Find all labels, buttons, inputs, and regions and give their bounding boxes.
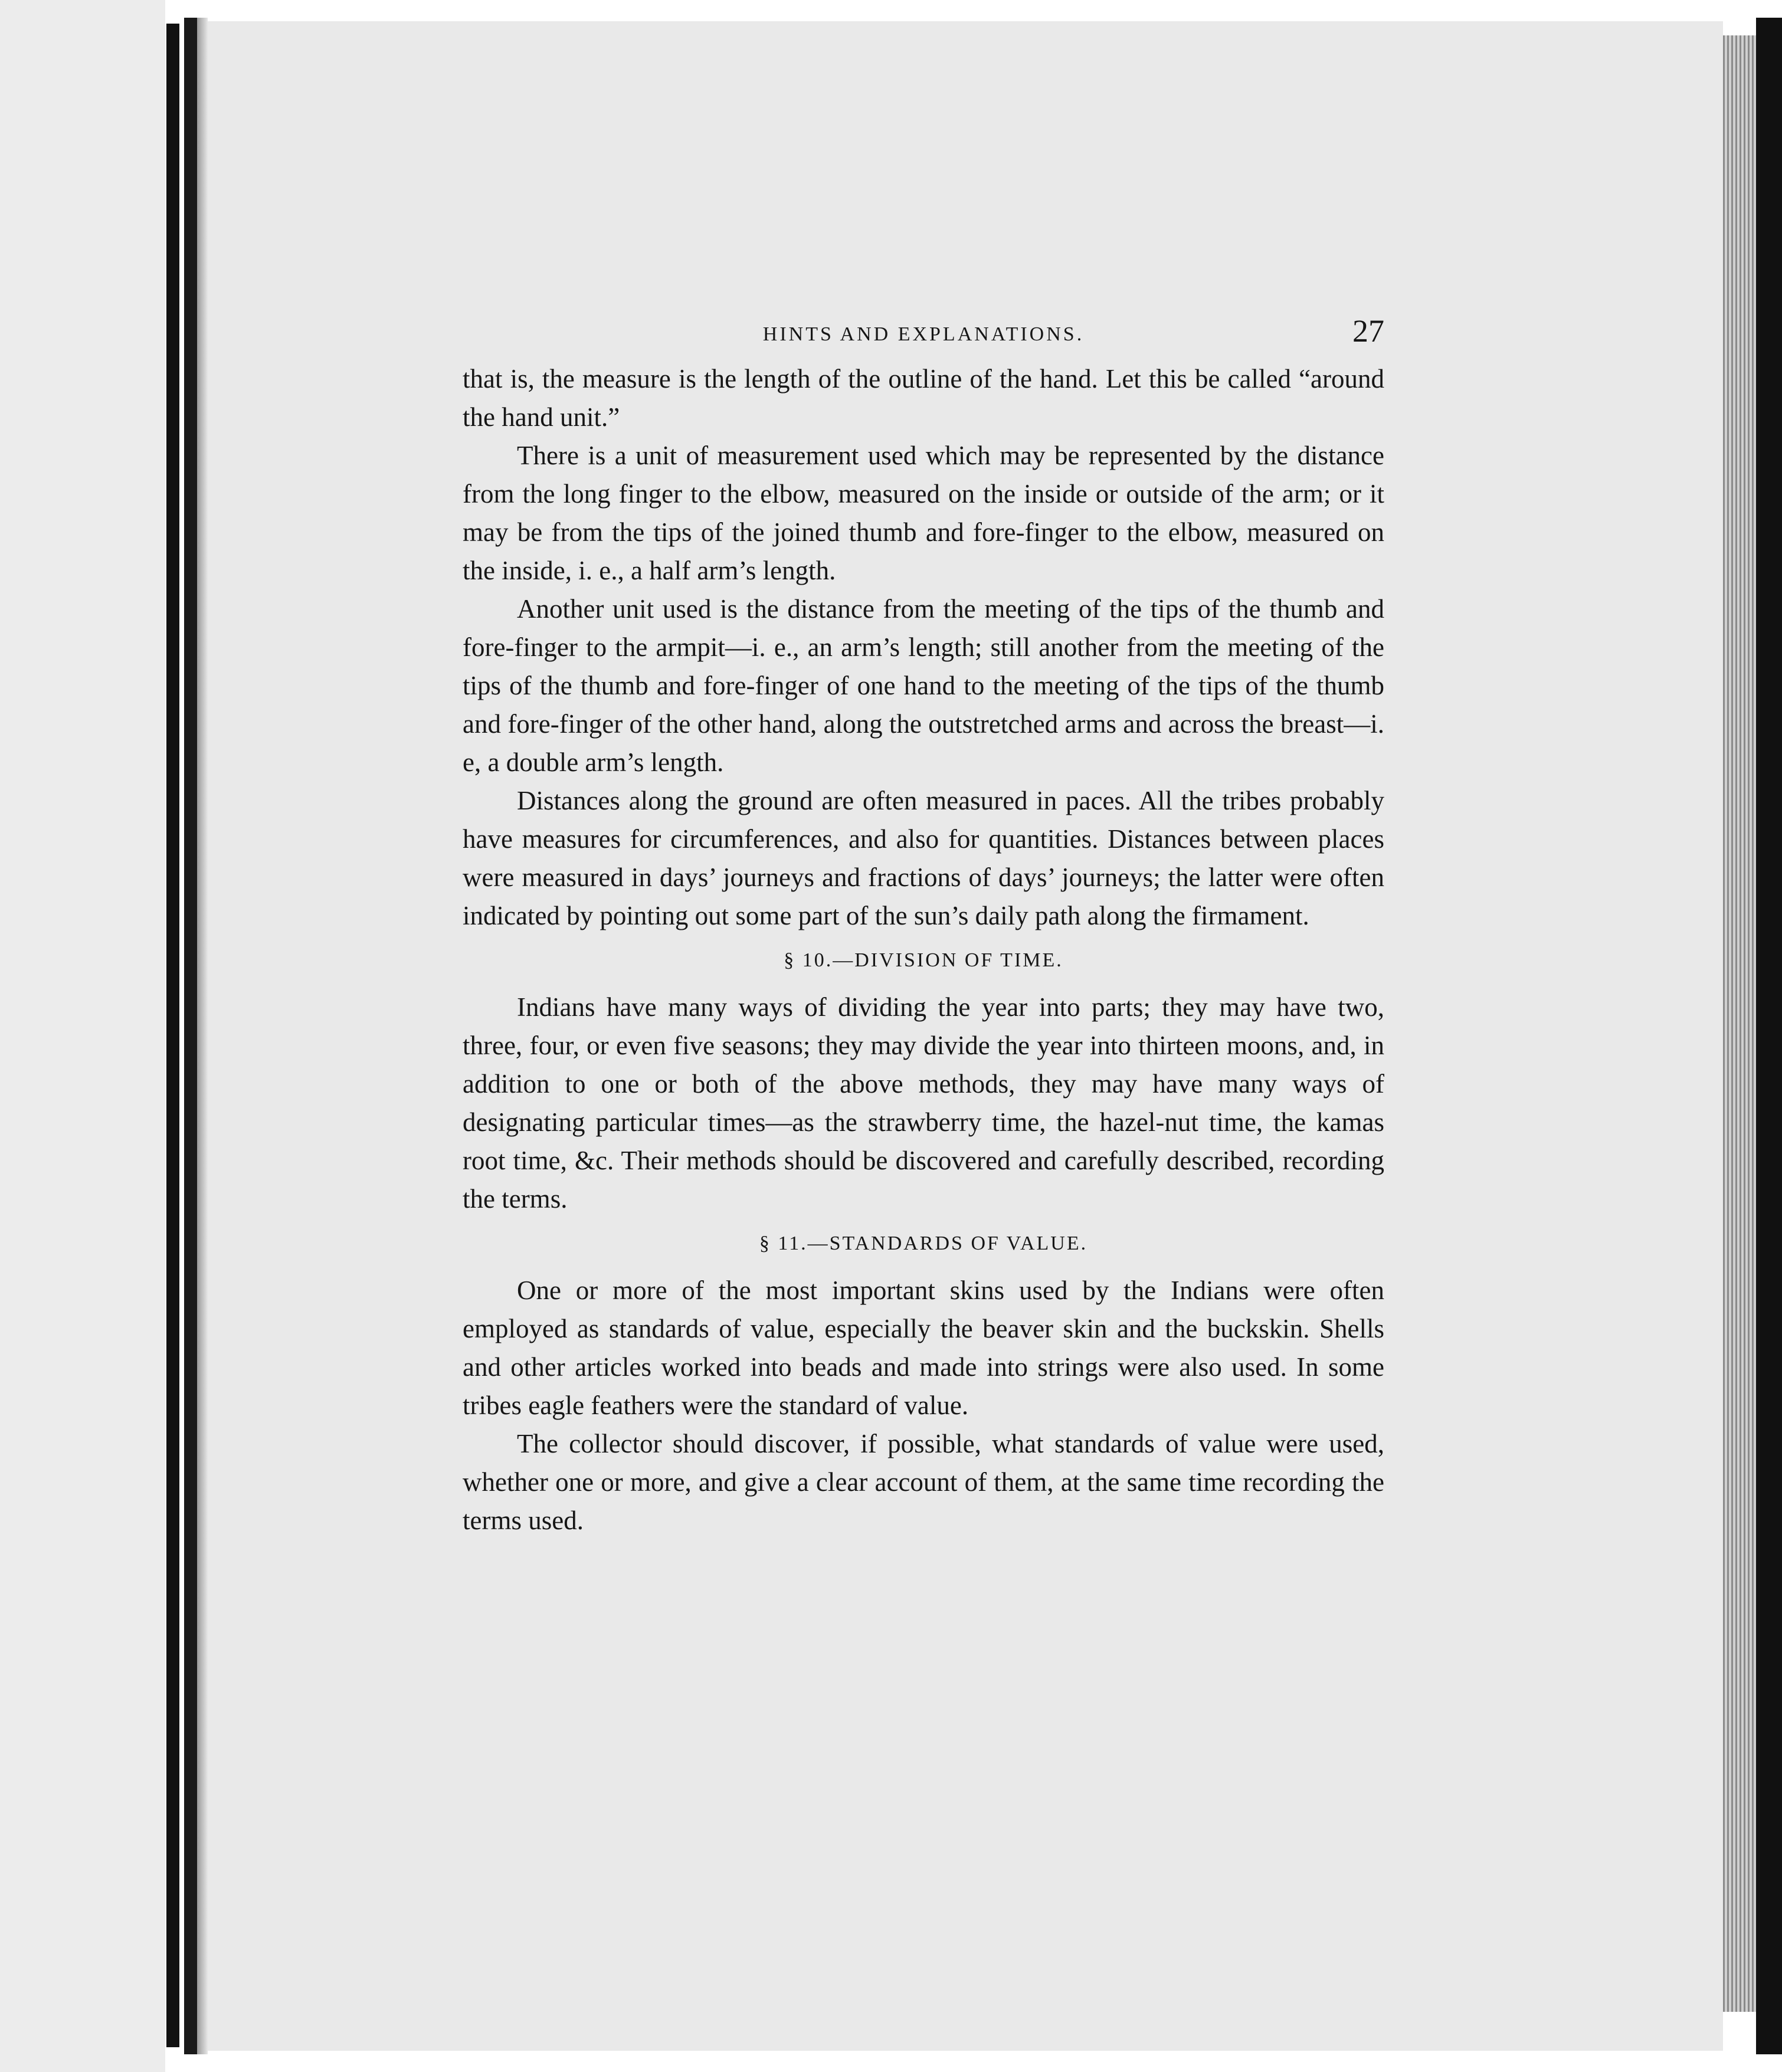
page-bottom-margin xyxy=(208,2051,1723,2072)
paragraph: Distances along the ground are often measured in paces. All the tribes probably have measures for circumferences, and also for quantities. Distances between places were measured in days’ journeys and fractions of days’ journeys; the latter were often indicated by pointing out some part of the sun’s daily path along the firmament. xyxy=(463,786,1384,930)
section-heading: § 11.—STANDARDS OF VALUE. xyxy=(759,1232,1088,1254)
paragraph: that is, the measure is the length of the outline of the hand. Let this be called “around the hand unit.” xyxy=(463,364,1384,432)
gutter-shadow xyxy=(184,18,197,2054)
paragraph: There is a unit of measurement used which may be represented by the distance from the long finger to the elbow, measured on the inside or outside of the arm; or it may be from the tips of the joined thumb and fore-finger to the elbow, measured on the inside, i. e., a half arm’s length. xyxy=(463,441,1384,585)
gutter-gradient xyxy=(197,18,208,2054)
book-cover-edge xyxy=(1756,18,1782,2054)
paragraph: Indians have many ways of dividing the year into parts; they may have two, three, four, or even five seasons; they may divide the year into thirteen moons, and, in addition to one or both of the above methods, they may have many ways of designating particular times—as the strawberry time, the hazel-nut time, the kamas root time, &c. Their methods should be discovered and carefully described, recording the terms. xyxy=(463,992,1384,1214)
text-block xyxy=(463,313,1384,1540)
paragraph: Another unit used is the distance from the meeting of the tips of the thumb and fore-finger to the armpit—i. e., an arm’s length; still another from the meeting of the tips of the thumb and fore-finger of one hand to the meeting of the tips of the thumb and fore-finger of the other hand, along the outstretched arms and across the breast—i. e, a double arm’s length. xyxy=(463,594,1384,777)
gutter-shadow xyxy=(166,24,179,2047)
running-title: HINTS AND EXPLANATIONS. xyxy=(762,323,1085,345)
page-stack-edge xyxy=(1723,35,1756,2012)
paragraph: The collector should discover, if possible, what standards of value were used, whether one or more, and give a clear account of them, at the same time recording the terms used. xyxy=(463,1429,1384,1535)
page-number: 27 xyxy=(1352,313,1384,349)
running-head xyxy=(463,313,1384,360)
section-heading: § 10.—DIVISION OF TIME. xyxy=(784,949,1063,971)
paragraph: One or more of the most important skins used by the Indians were often employed as standards of value, especially the beaver skin and the buckskin. Shells and other articles worked into beads and made into strings were also used. In some tribes eagle feathers were the standard of value. xyxy=(463,1276,1384,1420)
facing-page-edge xyxy=(0,0,165,2072)
